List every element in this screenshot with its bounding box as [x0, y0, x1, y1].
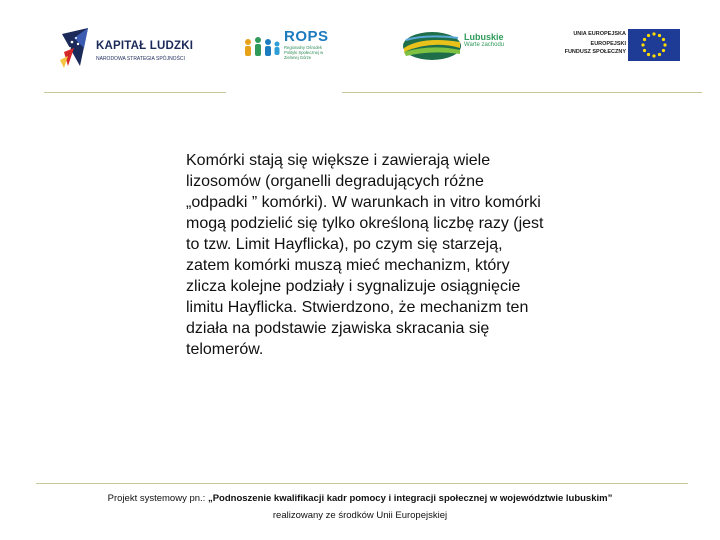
footer-prefix: Projekt systemowy pn.:: [107, 493, 208, 504]
lubuskie-subtitle: Warte zachodu: [464, 42, 505, 48]
footer-project-name: „Podnoszenie kwalifikacji kadr pomocy i integracji społecznej w województwie lubuskim”: [207, 493, 613, 504]
header-divider-left: [44, 92, 226, 93]
rops-people-icon: [242, 34, 282, 64]
header-divider-right: [342, 92, 702, 93]
main-paragraph: Komórki stają się większe i zawierają wiele lizosomów (organelli degradujących różne „odpadki ” komórki). W warunkach in vitro komórki mogą podzielić się tylko określoną liczbę razy (jest to tzw. Limit Hayflicka), po czym się starzeją, zatem komórki muszą mieć mechanizm, który zlicza kolejne podziały i sygnalizuje osiągnięcie limitu Hayflicka. Stwierdzono, że mechanizm ten działa na podstawie zjawiska skracania się telomerów.: [186, 152, 544, 358]
kapital-ludzki-title: KAPITAŁ LUDZKI: [96, 40, 194, 52]
eu-line3: FUNDUSZ SPOŁECZNY: [564, 49, 626, 55]
lubuskie-title: Lubuskie: [464, 32, 504, 42]
kapital-ludzki-logo: [58, 26, 208, 70]
kapital-ludzki-subtitle: NARODOWA STRATEGIA SPÓJNOŚCI: [96, 56, 185, 62]
rops-title: ROPS: [284, 28, 329, 45]
eu-line1: UNIA EUROPEJSKA: [573, 31, 626, 37]
footer-divider: [36, 483, 688, 484]
eu-flag-icon: [628, 29, 680, 61]
footer-line2: realizowany ze środków Unii Europejskiej: [272, 510, 448, 521]
eu-line2: EUROPEJSKI: [590, 41, 626, 47]
lubuskie-logo: [402, 30, 517, 64]
footer-line1: [40, 490, 680, 507]
kapital-ludzki-emblem-icon: [58, 26, 94, 70]
eu-efs-logo: [560, 29, 682, 63]
rops-subtitle: Regionalny Ośrodek Polityki Społecznej w Zielonej Górze: [284, 45, 324, 60]
rops-logo: [242, 28, 332, 68]
lubuskie-region-icon: [402, 30, 462, 62]
footer: [40, 490, 680, 524]
